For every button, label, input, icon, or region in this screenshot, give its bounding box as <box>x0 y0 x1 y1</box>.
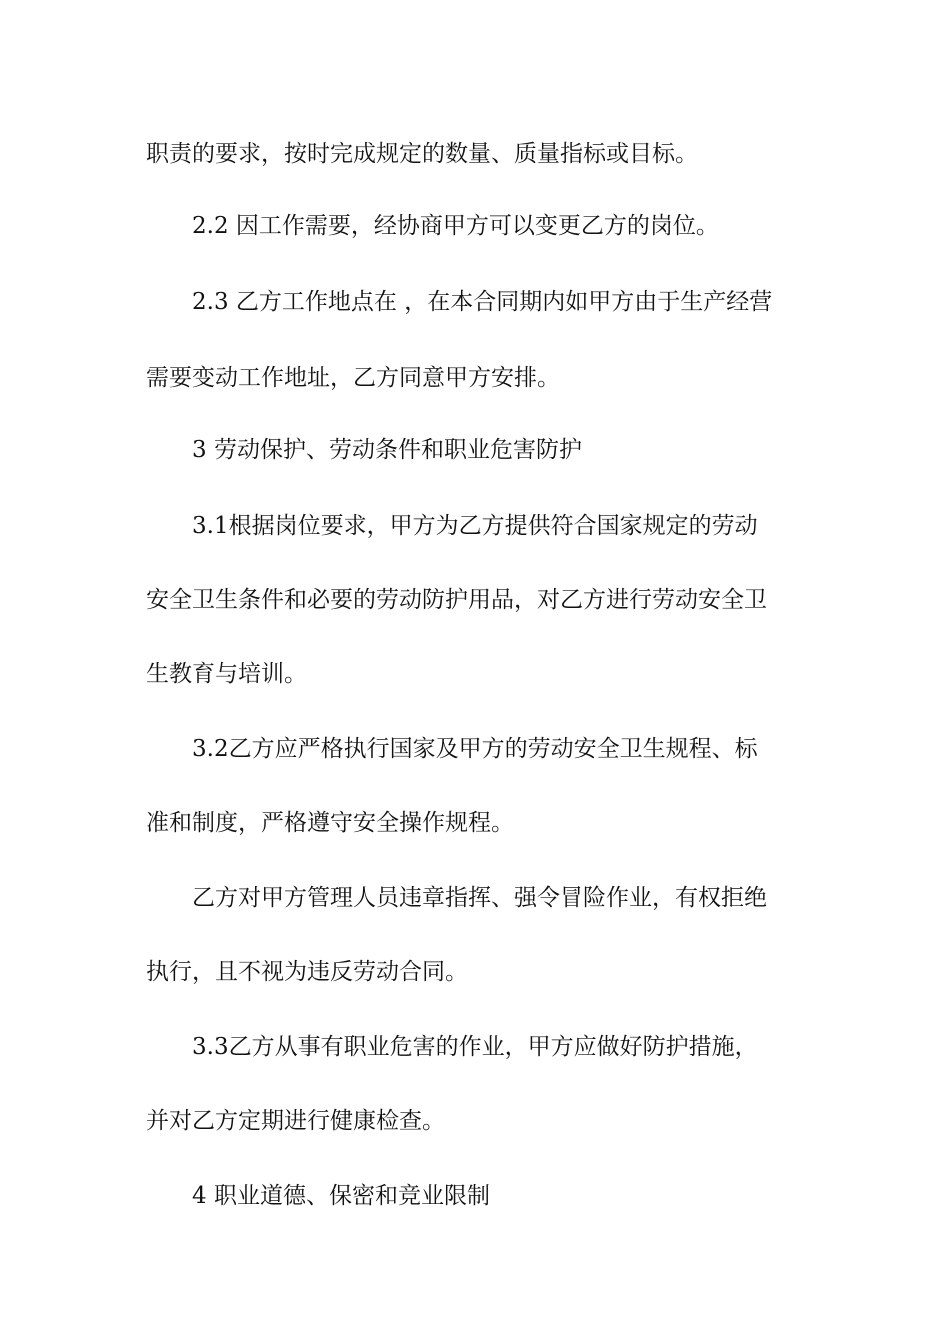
clause-3-3: 3.3乙方从事有职业危害的作业，甲方应做好防护措施， <box>192 1034 758 1060</box>
clause-2-2: 2.2 因工作需要，经协商甲方可以变更乙方的岗位。 <box>192 213 719 239</box>
body-line-7: 安全卫生条件和必要的劳动防护用品，对乙方进行劳动安全卫 <box>146 587 767 613</box>
body-line-1: 职责的要求，按时完成规定的数量、质量指标或目标。 <box>146 141 698 167</box>
section-4-heading: 4 职业道德、保密和竞业限制 <box>192 1183 490 1209</box>
body-line-14: 并对乙方定期进行健康检查。 <box>146 1108 445 1134</box>
body-line-11: 乙方对甲方管理人员违章指挥、强令冒险作业，有权拒绝 <box>192 885 767 911</box>
body-line-8: 生教育与培训。 <box>146 661 307 687</box>
section-3-heading: 3 劳动保护、劳动条件和职业危害防护 <box>192 437 582 463</box>
body-line-4: 需要变动工作地址，乙方同意甲方安排。 <box>146 365 560 391</box>
body-line-10: 准和制度，严格遵守安全操作规程。 <box>146 810 514 836</box>
clause-3-2: 3.2乙方应严格执行国家及甲方的劳动安全卫生规程、标 <box>192 736 758 762</box>
body-line-12: 执行，且不视为违反劳动合同。 <box>146 959 468 985</box>
clause-3-1: 3.1根据岗位要求，甲方为乙方提供符合国家规定的劳动 <box>192 513 758 539</box>
clause-2-3: 2.3 乙方工作地点在 ，在本合同期内如甲方由于生产经营 <box>192 289 773 315</box>
